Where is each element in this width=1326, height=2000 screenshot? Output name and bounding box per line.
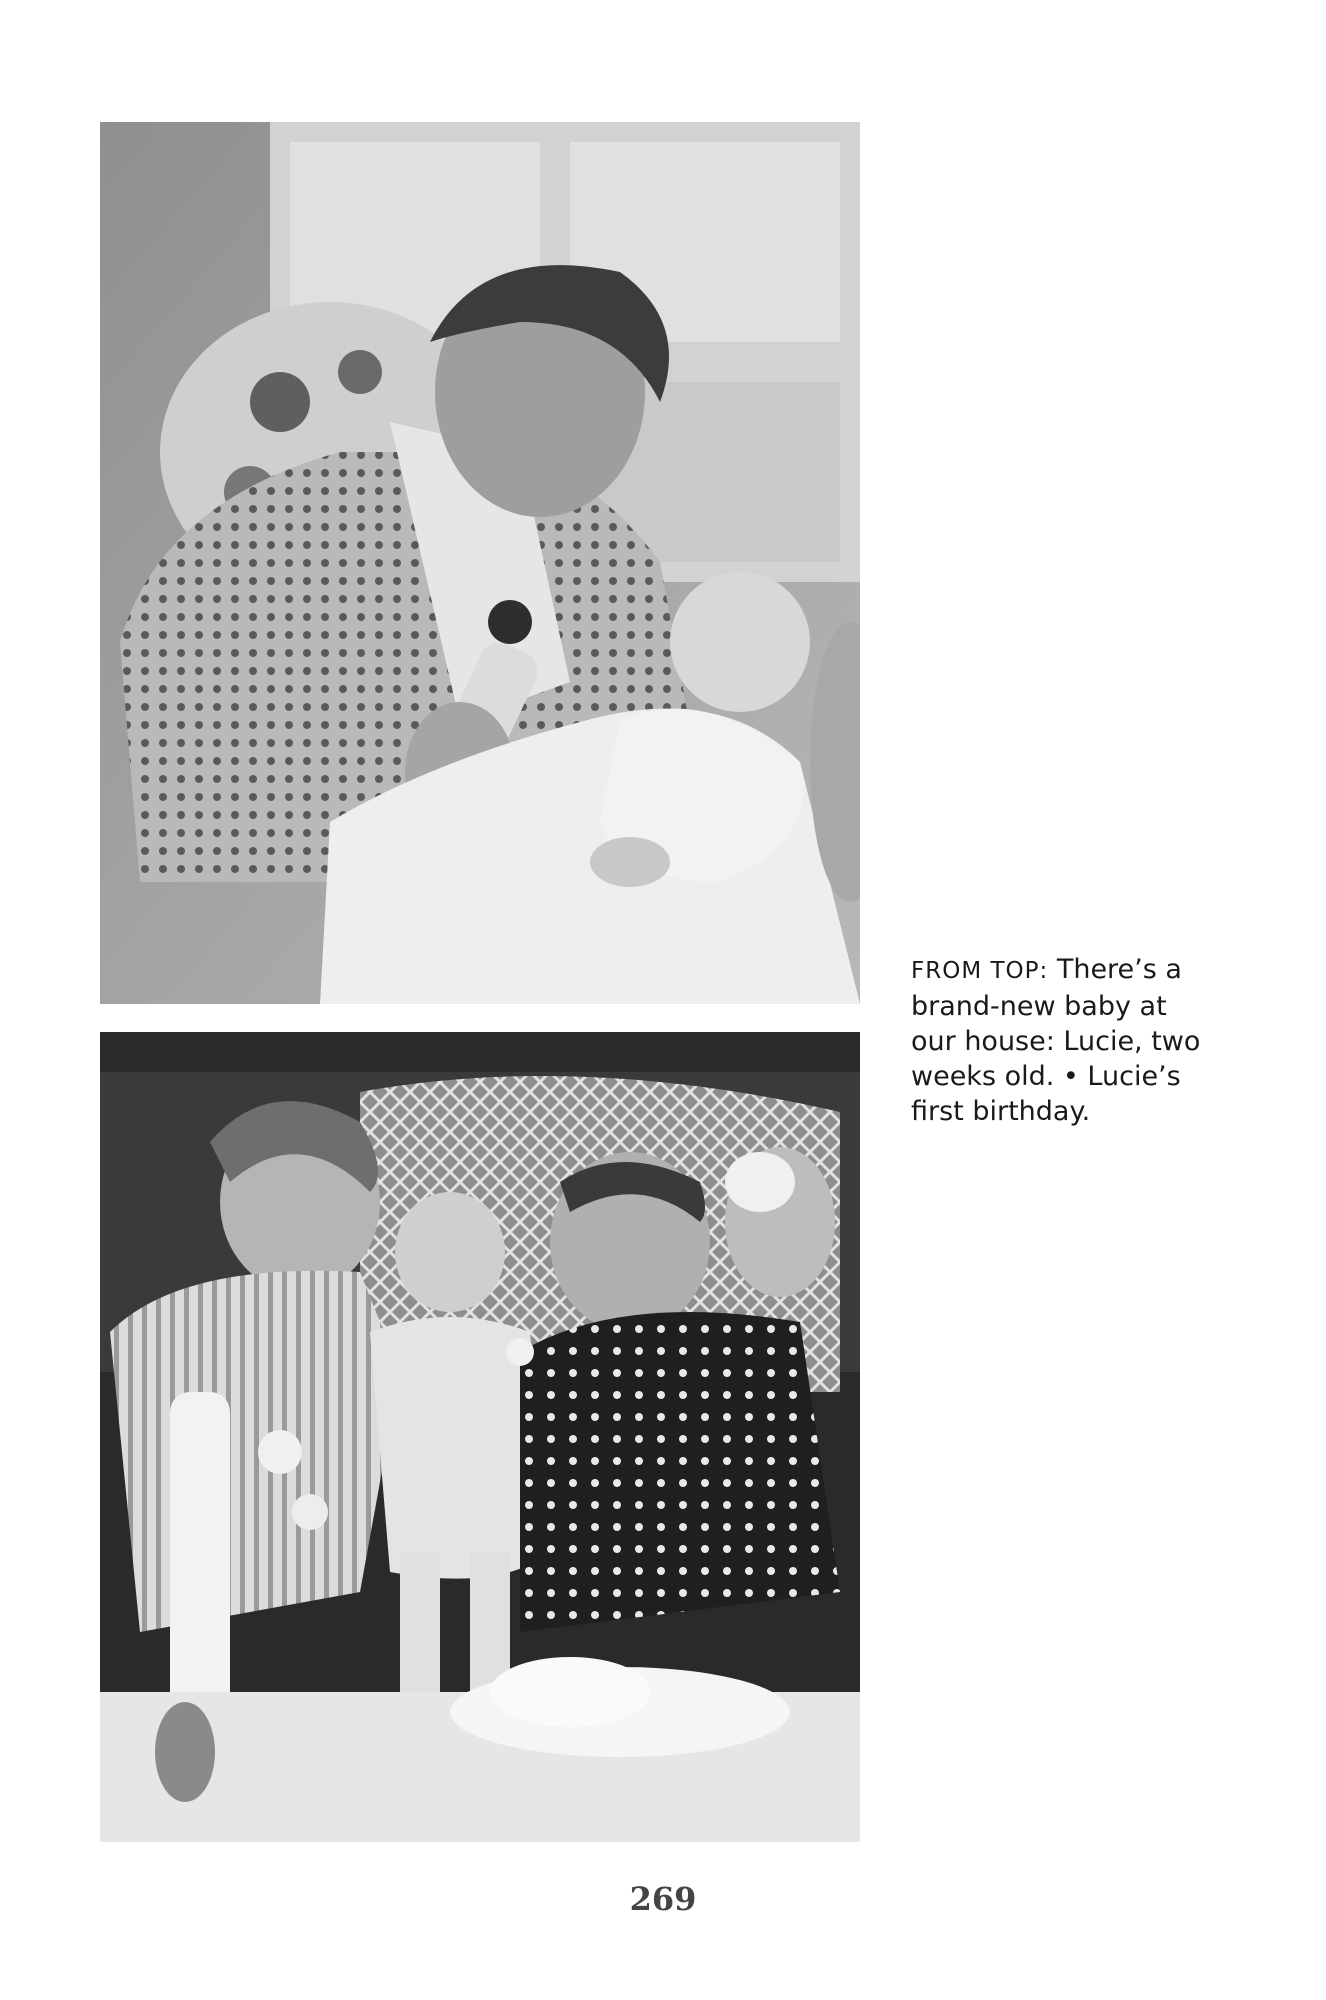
photo-first-birthday: [100, 1032, 860, 1842]
page-number: 269: [629, 1880, 697, 1918]
caption-lead: FROM TOP:: [911, 958, 1049, 984]
photo-baby-feeding-image: [100, 122, 860, 1004]
photo-first-birthday-image: [100, 1032, 860, 1842]
caption-body: There’s a brand-new baby at our house: Lucie, two weeks old. • Lucie’s first birthday.: [911, 954, 1201, 1127]
photo-baby-feeding: [100, 122, 860, 1004]
photo-caption: [911, 952, 1211, 1129]
